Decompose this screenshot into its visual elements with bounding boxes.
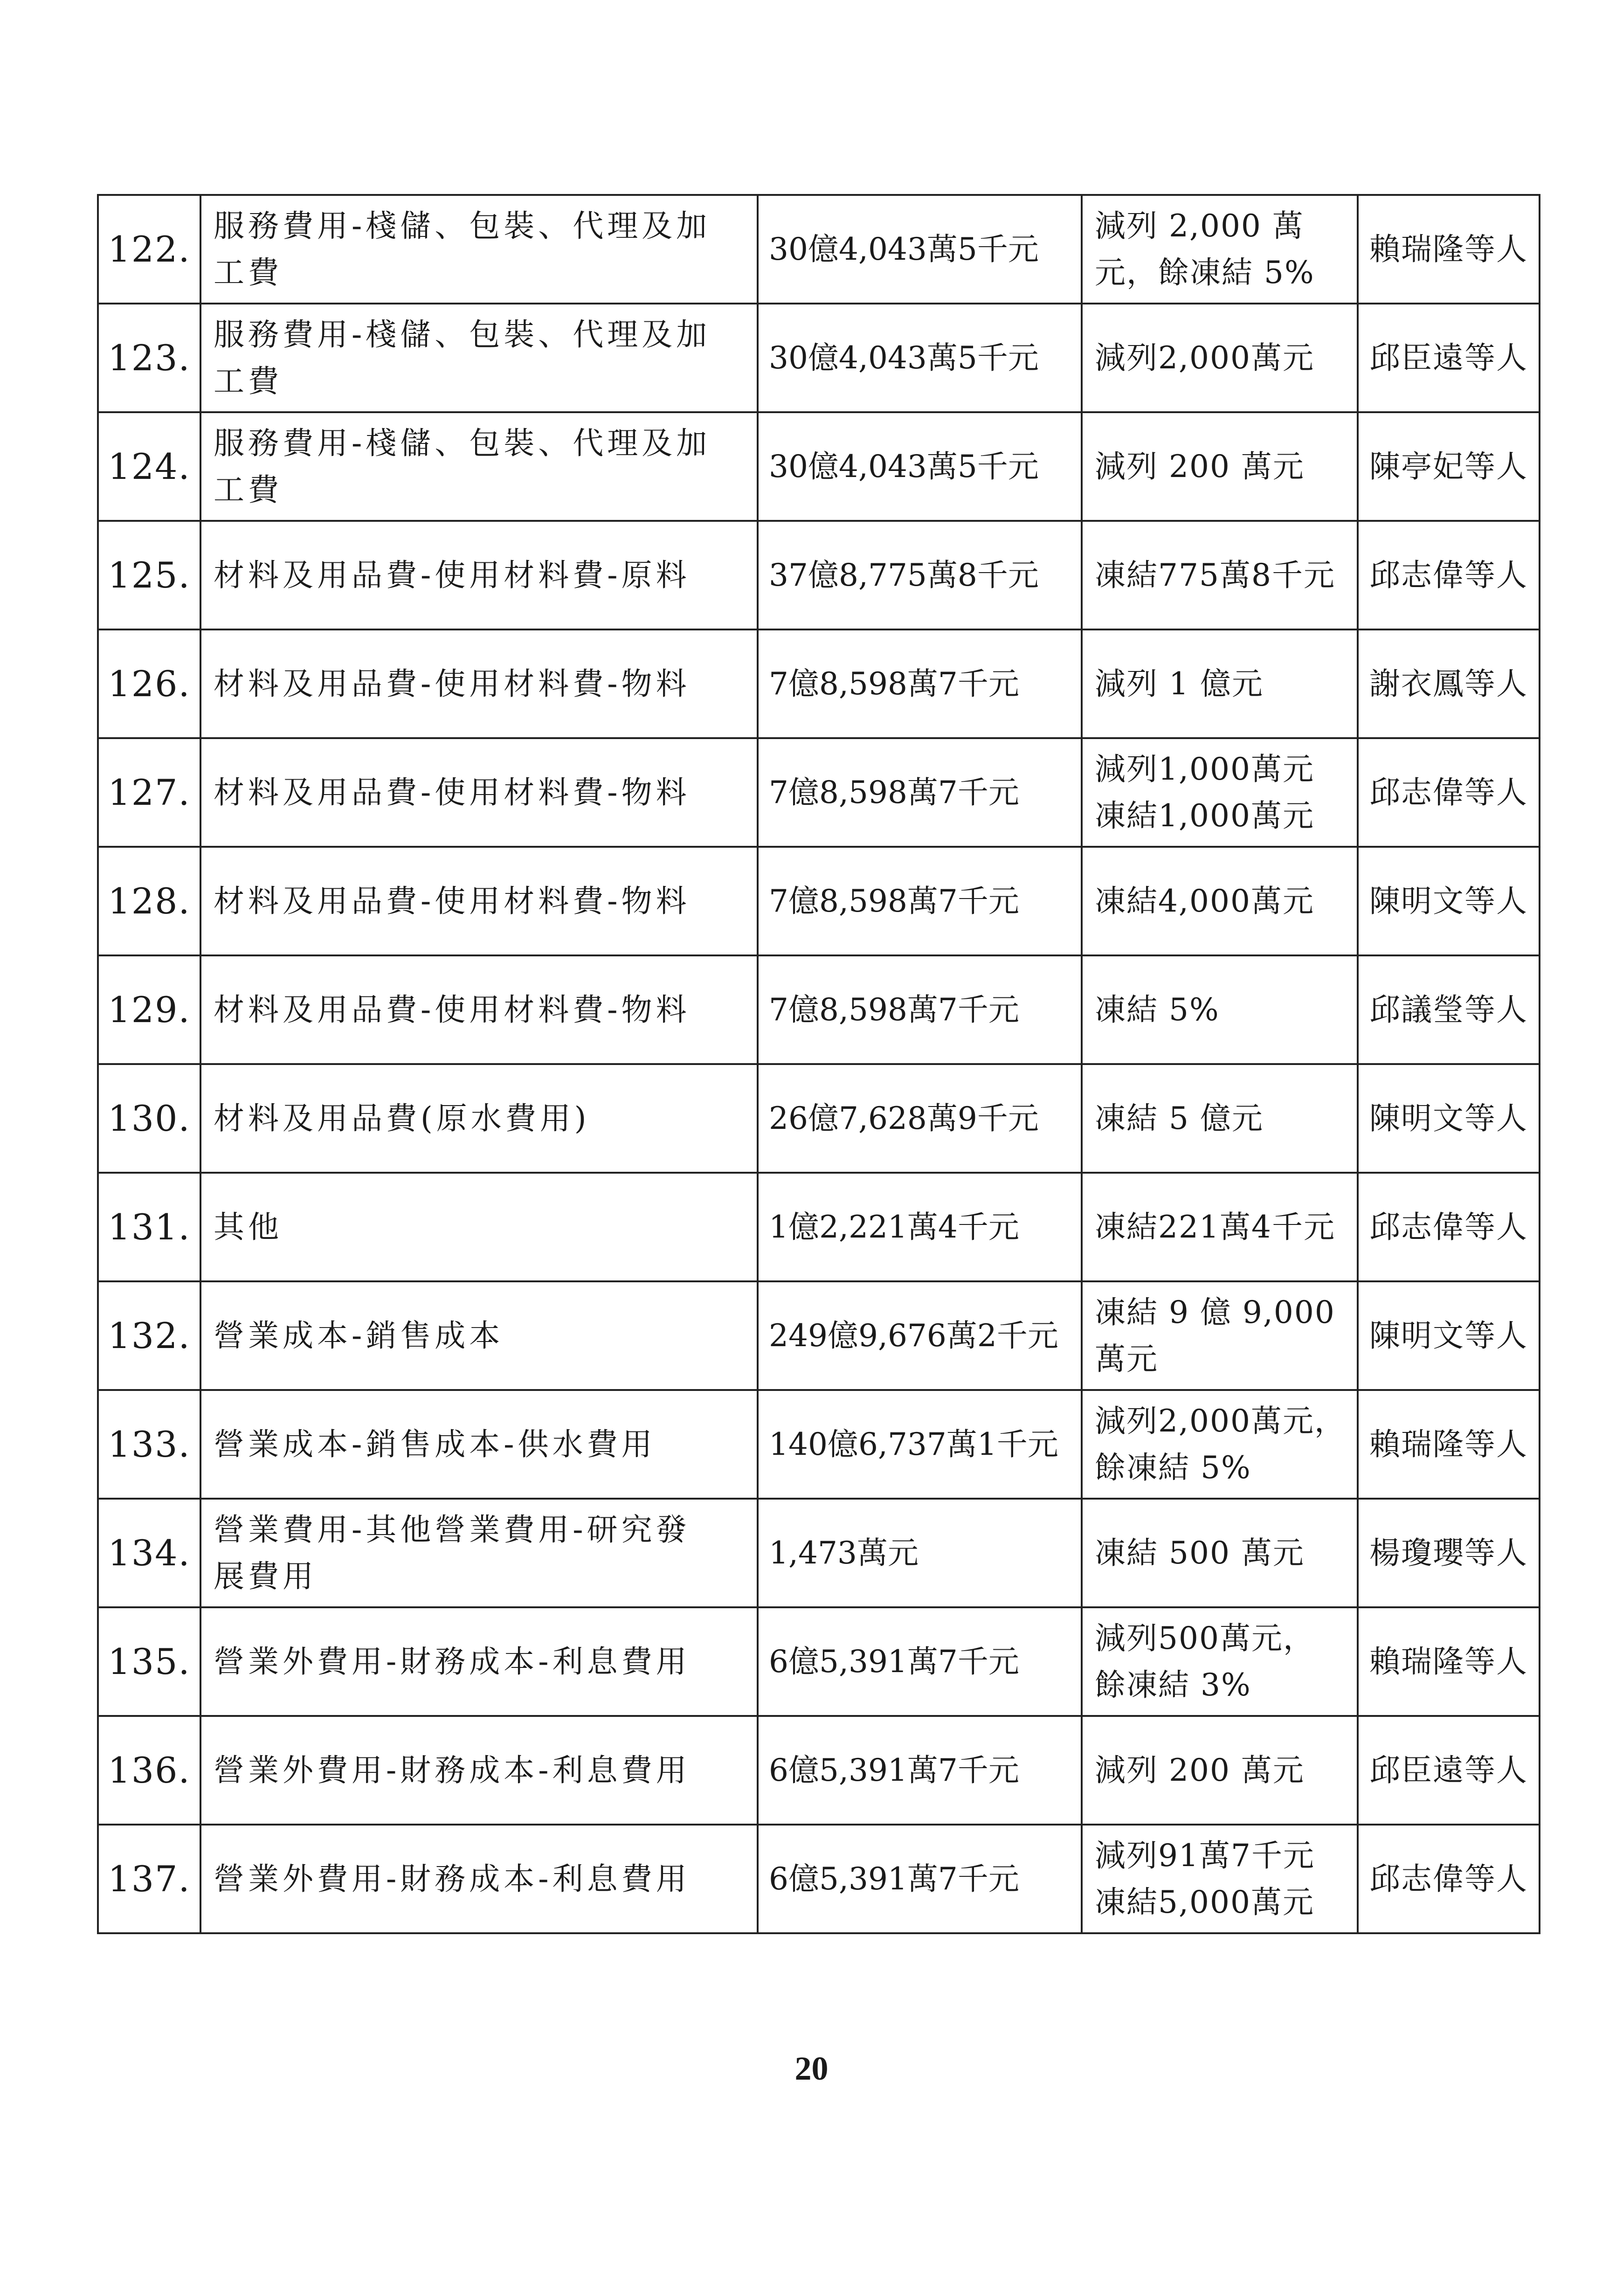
budget-amount: 7億8,598萬7千元 xyxy=(758,629,1082,738)
proposed-action: 凍結 9 億 9,000 萬元 xyxy=(1082,1281,1358,1390)
budget-amount: 1億2,221萬4千元 xyxy=(758,1173,1082,1281)
row-number: 136. xyxy=(98,1716,200,1825)
proposed-action: 減列 2,000 萬 元，餘凍結 5% xyxy=(1082,195,1358,304)
table-row xyxy=(98,847,1540,955)
proposed-action: 凍結 5% xyxy=(1082,955,1358,1064)
table-row xyxy=(98,1281,1540,1390)
proposed-action: 減列2,000萬元 xyxy=(1082,304,1358,412)
budget-item: 營業成本-銷售成本 xyxy=(200,1281,758,1390)
budget-table xyxy=(97,194,1540,1934)
proposed-action: 減列1,000萬元 凍結1,000萬元 xyxy=(1082,738,1358,847)
row-number: 123. xyxy=(98,304,200,412)
proposed-action: 凍結4,000萬元 xyxy=(1082,847,1358,955)
budget-amount: 6億5,391萬7千元 xyxy=(758,1716,1082,1825)
proposer: 賴瑞隆等人 xyxy=(1358,1607,1540,1716)
proposer: 邱議瑩等人 xyxy=(1358,955,1540,1064)
row-number: 128. xyxy=(98,847,200,955)
page-number: 20 xyxy=(794,2050,829,2087)
proposer: 邱志偉等人 xyxy=(1358,1825,1540,1933)
table-row xyxy=(98,1390,1540,1499)
table-body xyxy=(98,195,1540,1933)
table-row xyxy=(98,1499,1540,1607)
table-row xyxy=(98,1825,1540,1933)
proposed-action: 凍結221萬4千元 xyxy=(1082,1173,1358,1281)
budget-amount: 30億4,043萬5千元 xyxy=(758,412,1082,521)
budget-amount: 1,473萬元 xyxy=(758,1499,1082,1607)
budget-item: 材料及用品費-使用材料費-物料 xyxy=(200,629,758,738)
budget-amount: 6億5,391萬7千元 xyxy=(758,1607,1082,1716)
row-number: 125. xyxy=(98,521,200,629)
table-row xyxy=(98,521,1540,629)
row-number: 126. xyxy=(98,629,200,738)
proposer: 賴瑞隆等人 xyxy=(1358,1390,1540,1499)
budget-item: 材料及用品費-使用材料費-物料 xyxy=(200,738,758,847)
table-row xyxy=(98,1064,1540,1173)
row-number: 134. xyxy=(98,1499,200,1607)
table-row xyxy=(98,1716,1540,1825)
budget-item: 服務費用-棧儲、包裝、代理及加 工費 xyxy=(200,304,758,412)
proposer: 陳明文等人 xyxy=(1358,1064,1540,1173)
budget-item: 其他 xyxy=(200,1173,758,1281)
proposed-action: 減列 200 萬元 xyxy=(1082,1716,1358,1825)
budget-item: 營業外費用-財務成本-利息費用 xyxy=(200,1607,758,1716)
budget-amount: 7億8,598萬7千元 xyxy=(758,847,1082,955)
proposer: 陳亭妃等人 xyxy=(1358,412,1540,521)
budget-item: 材料及用品費-使用材料費-物料 xyxy=(200,847,758,955)
proposer: 楊瓊瓔等人 xyxy=(1358,1499,1540,1607)
proposed-action: 凍結 5 億元 xyxy=(1082,1064,1358,1173)
proposer: 邱志偉等人 xyxy=(1358,738,1540,847)
row-number: 133. xyxy=(98,1390,200,1499)
budget-amount: 7億8,598萬7千元 xyxy=(758,738,1082,847)
row-number: 124. xyxy=(98,412,200,521)
proposed-action: 減列2,000萬元， 餘凍結 5% xyxy=(1082,1390,1358,1499)
budget-amount: 30億4,043萬5千元 xyxy=(758,195,1082,304)
table-row xyxy=(98,955,1540,1064)
budget-amount: 249億9,676萬2千元 xyxy=(758,1281,1082,1390)
proposer: 邱臣遠等人 xyxy=(1358,304,1540,412)
row-number: 129. xyxy=(98,955,200,1064)
budget-amount: 6億5,391萬7千元 xyxy=(758,1825,1082,1933)
row-number: 127. xyxy=(98,738,200,847)
table-row xyxy=(98,304,1540,412)
budget-item: 營業成本-銷售成本-供水費用 xyxy=(200,1390,758,1499)
row-number: 130. xyxy=(98,1064,200,1173)
budget-amount: 26億7,628萬9千元 xyxy=(758,1064,1082,1173)
proposer: 陳明文等人 xyxy=(1358,847,1540,955)
proposer: 陳明文等人 xyxy=(1358,1281,1540,1390)
budget-item: 服務費用-棧儲、包裝、代理及加 工費 xyxy=(200,195,758,304)
budget-item: 材料及用品費-使用材料費-原料 xyxy=(200,521,758,629)
row-number: 135. xyxy=(98,1607,200,1716)
budget-amount: 140億6,737萬1千元 xyxy=(758,1390,1082,1499)
row-number: 132. xyxy=(98,1281,200,1390)
proposed-action: 減列91萬7千元 凍結5,000萬元 xyxy=(1082,1825,1358,1933)
row-number: 131. xyxy=(98,1173,200,1281)
budget-item: 材料及用品費(原水費用) xyxy=(200,1064,758,1173)
table-row xyxy=(98,1607,1540,1716)
proposer: 邱臣遠等人 xyxy=(1358,1716,1540,1825)
table-row xyxy=(98,738,1540,847)
budget-item: 材料及用品費-使用材料費-物料 xyxy=(200,955,758,1064)
budget-amount: 30億4,043萬5千元 xyxy=(758,304,1082,412)
proposer: 賴瑞隆等人 xyxy=(1358,195,1540,304)
proposed-action: 減列 200 萬元 xyxy=(1082,412,1358,521)
proposed-action: 減列500萬元， 餘凍結 3% xyxy=(1082,1607,1358,1716)
proposed-action: 凍結 500 萬元 xyxy=(1082,1499,1358,1607)
proposed-action: 凍結775萬8千元 xyxy=(1082,521,1358,629)
budget-amount: 37億8,775萬8千元 xyxy=(758,521,1082,629)
budget-item: 營業外費用-財務成本-利息費用 xyxy=(200,1716,758,1825)
proposer: 邱志偉等人 xyxy=(1358,521,1540,629)
table-row xyxy=(98,195,1540,304)
proposed-action: 減列 1 億元 xyxy=(1082,629,1358,738)
budget-item: 服務費用-棧儲、包裝、代理及加 工費 xyxy=(200,412,758,521)
table-row xyxy=(98,412,1540,521)
row-number: 137. xyxy=(98,1825,200,1933)
table-row xyxy=(98,1173,1540,1281)
budget-item: 營業費用-其他營業費用-研究發 展費用 xyxy=(200,1499,758,1607)
budget-item: 營業外費用-財務成本-利息費用 xyxy=(200,1825,758,1933)
row-number: 122. xyxy=(98,195,200,304)
table-row xyxy=(98,629,1540,738)
proposer: 謝衣鳳等人 xyxy=(1358,629,1540,738)
budget-amount: 7億8,598萬7千元 xyxy=(758,955,1082,1064)
proposer: 邱志偉等人 xyxy=(1358,1173,1540,1281)
